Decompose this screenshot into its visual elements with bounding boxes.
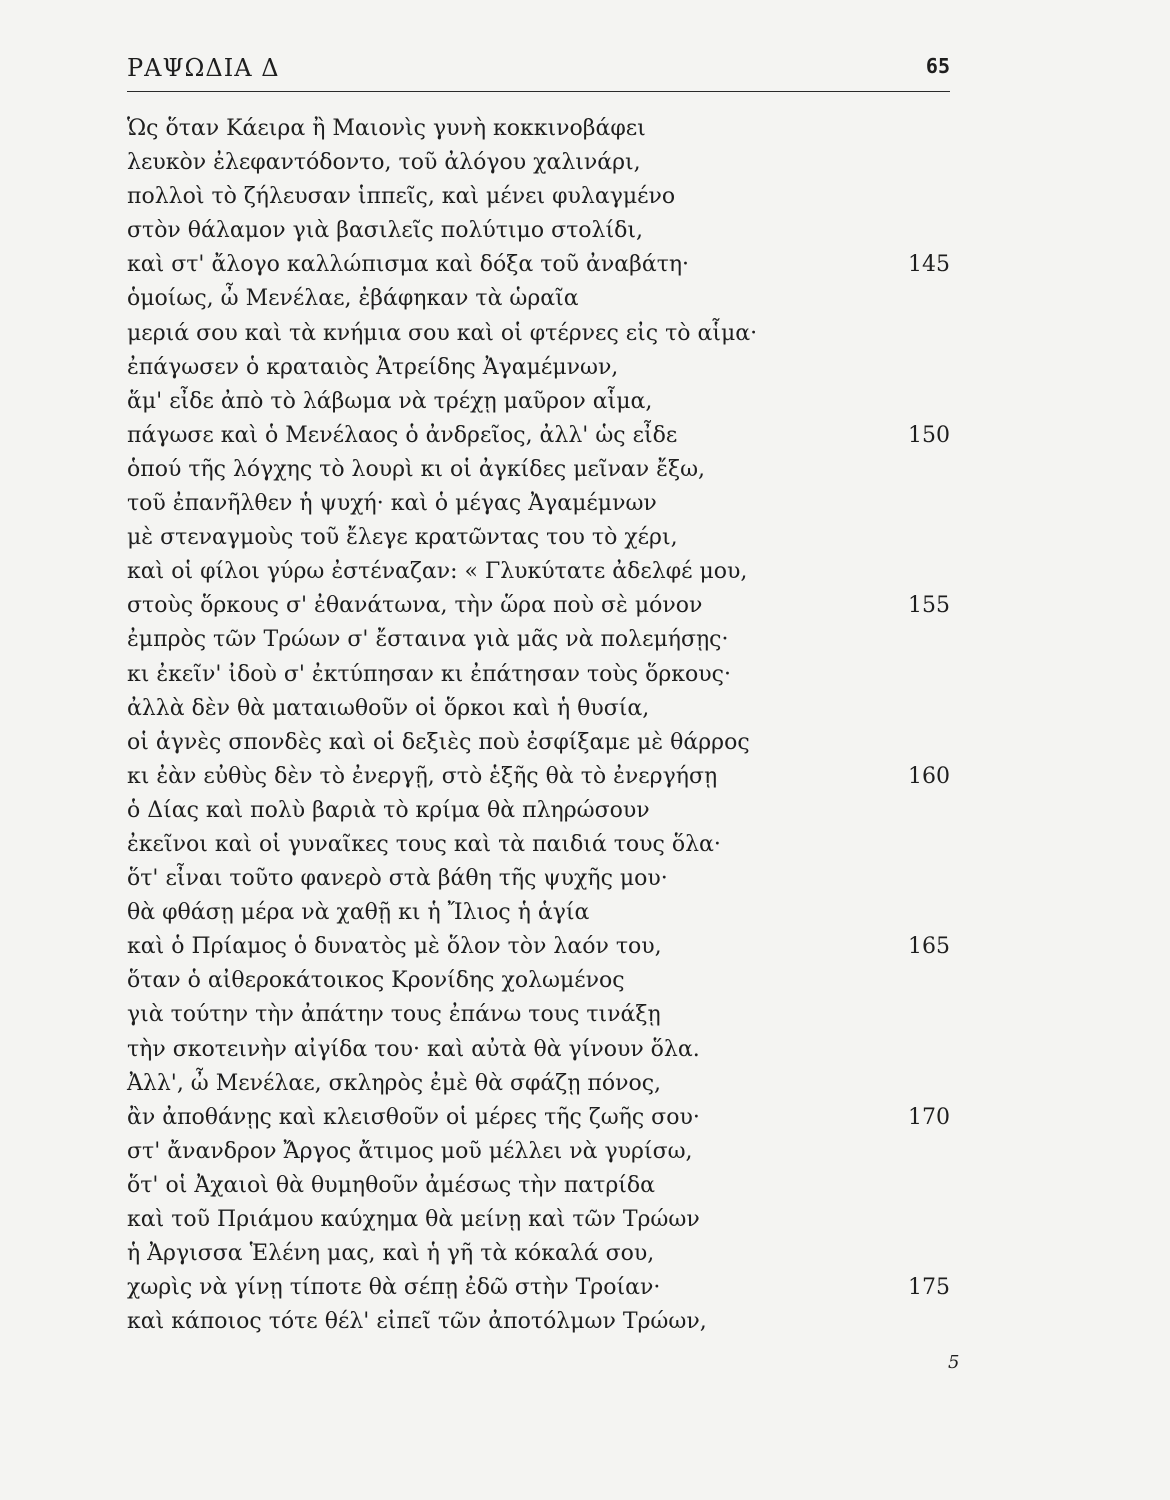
verse-text: καὶ κάποιος τότε θέλ' εἰπεῖ τῶν ἀποτόλμων Τρώων, — [127, 1309, 707, 1335]
verse-text: καὶ ὁ Πρίαμος ὁ δυνατὸς μὲ ὅλον τὸν λαόν του, — [127, 934, 662, 960]
verse-text: λευκὸν ἐλεφαντόδοντο, τοῦ ἀλόγου χαλινάρι, — [127, 150, 641, 176]
verse-text: ὁπού τῆς λόγχης τὸ λουρὶ κι οἱ ἀγκίδες μεῖναν ἔξω, — [127, 456, 706, 482]
verse-line — [127, 692, 950, 726]
verse-line — [127, 214, 950, 248]
line-number: 175 — [908, 1275, 950, 1301]
verse-text: ὅτ' εἶναι τοῦτο φανερὸ στὰ βάθη τῆς ψυχῆς μου· — [127, 866, 668, 892]
verse-line — [127, 282, 950, 316]
verse-text: οἱ ἁγνὲς σπονδὲς καὶ οἱ δεξιὲς ποὺ ἐσφίξαμε μὲ θάρρος — [127, 729, 750, 755]
verse-line — [127, 726, 950, 760]
verse-line — [127, 419, 950, 453]
verse-text: ἐπάγωσεν ὁ κραταιὸς Ἀτρείδης Ἀγαμέμνων, — [127, 354, 619, 380]
verse-text: Ὡς ὅταν Κάειρα ἢ Μαιονὶς γυνὴ κοκκινοβάφει — [127, 116, 646, 141]
verse-text: καὶ οἱ φίλοι γύρω ἐστέναζαν: « Γλυκύτατε ἀδελφέ μου, — [127, 559, 748, 585]
line-number: 150 — [908, 422, 950, 448]
verse-line — [127, 146, 950, 180]
verse-text: πάγωσε καὶ ὁ Μενέλαος ὁ ἀνδρεῖος, ἀλλ' ὡς εἶδε — [127, 422, 678, 448]
verse-text: ὅταν ὁ αἰθεροκάτοικος Κρονίδης χολωμένος — [127, 968, 625, 994]
verse-line — [127, 658, 950, 692]
verse-line — [127, 112, 950, 146]
verse-text: ἐκεῖνοι καὶ οἱ γυναῖκες τους καὶ τὰ παιδιά τους ὅλα· — [127, 831, 721, 857]
verse-text: κι ἐὰν εὐθὺς δὲν τὸ ἐνεργῇ, στὸ ἑξῆς θὰ τὸ ἐνεργήσῃ — [127, 763, 718, 789]
verse-text: χωρὶς νὰ γίνῃ τίποτε θὰ σέπῃ ἐδῶ στὴν Τροίαν· — [127, 1275, 661, 1301]
verse-line — [127, 998, 950, 1032]
verse-text: στ' ἄνανδρον Ἄργος ἄτιμος μοῦ μέλλει νὰ γυρίσω, — [127, 1138, 693, 1164]
verse-line — [127, 555, 950, 589]
verse-line — [127, 180, 950, 214]
verse-line — [127, 521, 950, 555]
verse-text: μὲ στεναγμοὺς τοῦ ἔλεγε κρατῶντας του τὸ χέρι, — [127, 525, 678, 551]
verse-text: τοῦ ἐπανῆλθεν ἡ ψυχή· καὶ ὁ μέγας Ἀγαμέμνων — [127, 491, 657, 517]
verse-text: στοὺς ὅρκους σ' ἐθανάτωνα, τὴν ὥρα ποὺ σὲ μόνον — [127, 593, 703, 619]
verse-text: μεριά σου καὶ τὰ κνήμια σου καὶ οἱ φτέρνες εἰς τὸ αἷμα· — [127, 320, 758, 346]
verse-line — [127, 1067, 950, 1101]
verse-line — [127, 385, 950, 419]
verse-text: ἀλλὰ δὲν θὰ ματαιωθοῦν οἱ ὅρκοι καὶ ἡ θυσία, — [127, 695, 650, 721]
verse-line — [127, 930, 950, 964]
verse-line — [127, 1271, 950, 1305]
verse-text: γιὰ τούτην τὴν ἀπάτην τους ἐπάνω τους τινάξῃ — [127, 1002, 661, 1028]
line-number: 160 — [908, 763, 950, 789]
verse-text: κι ἐκεῖν' ἰδοὺ σ' ἐκτύπησαν κι ἐπάτησαν τοὺς ὅρκους· — [127, 661, 731, 687]
verse-text: ἅμ' εἶδε ἀπὸ τὸ λάβωμα νὰ τρέχῃ μαῦρον αἷμα, — [127, 388, 653, 414]
verse-block — [127, 112, 950, 1339]
verse-line — [127, 623, 950, 657]
verse-text: ἂν ἀποθάνῃς καὶ κλεισθοῦν οἱ μέρες τῆς ζωῆς σου· — [127, 1104, 700, 1130]
verse-line — [127, 1033, 950, 1067]
printer-signature-mark: 5 — [948, 1352, 960, 1373]
verse-line — [127, 964, 950, 998]
verse-text: ὁ Δίας καὶ πολὺ βαριὰ τὸ κρίμα θὰ πληρώσουν — [127, 797, 650, 823]
verse-line — [127, 317, 950, 351]
verse-text: Ἀλλ', ὦ Μενέλαε, σκληρὸς ἐμὲ θὰ σφάζῃ πόνος, — [127, 1070, 662, 1096]
verse-line — [127, 794, 950, 828]
verse-text: θὰ φθάσῃ μέρα νὰ χαθῇ κι ἡ Ἴλιος ἡ ἁγία — [127, 900, 590, 926]
verse-line — [127, 1169, 950, 1203]
verse-line — [127, 760, 950, 794]
line-number: 145 — [908, 252, 950, 278]
verse-line — [127, 1203, 950, 1237]
verse-text: τὴν σκοτεινὴν αἰγίδα του· καὶ αὐτὰ θὰ γίνουν ὅλα. — [127, 1036, 700, 1062]
verse-line — [127, 453, 950, 487]
verse-line — [127, 896, 950, 930]
header-rule — [127, 91, 950, 92]
line-number: 155 — [908, 593, 950, 619]
verse-line — [127, 487, 950, 521]
verse-line — [127, 1305, 950, 1339]
page-number: 65 — [925, 54, 950, 78]
verse-text: στὸν θάλαμον γιὰ βασιλεῖς πολύτιμο στολίδι, — [127, 218, 643, 244]
verse-line — [127, 589, 950, 623]
verse-line — [127, 1237, 950, 1271]
line-number: 170 — [908, 1104, 950, 1130]
verse-line — [127, 1135, 950, 1169]
verse-line — [127, 351, 950, 385]
verse-text: καὶ στ' ἄλογο καλλώπισμα καὶ δόξα τοῦ ἀναβάτη· — [127, 252, 690, 278]
verse-line — [127, 1101, 950, 1135]
verse-line — [127, 248, 950, 282]
verse-text: ὁμοίως, ὦ Μενέλαε, ἐβάφηκαν τὰ ὡραῖα — [127, 286, 579, 312]
line-number: 165 — [908, 934, 950, 960]
verse-text: ὅτ' οἱ Ἀχαιοὶ θὰ θυμηθοῦν ἀμέσως τὴν πατρίδα — [127, 1172, 655, 1198]
chapter-title: ΡΑΨΩΔΙΑ Δ — [127, 54, 280, 82]
verse-text: ἡ Ἀργισσα Ἑλένη μας, καὶ ἡ γῆ τὰ κόκαλά σου, — [127, 1241, 655, 1267]
verse-line — [127, 862, 950, 896]
verse-text: καὶ τοῦ Πριάμου καύχημα θὰ μείνῃ καὶ τῶν Τρώων — [127, 1207, 700, 1232]
verse-text: ἐμπρὸς τῶν Τρώων σ' ἔσταινα γιὰ μᾶς νὰ πολεμήσῃς· — [127, 627, 729, 653]
verse-line — [127, 828, 950, 862]
verse-text: πολλοὶ τὸ ζήλευσαν ἱππεῖς, καὶ μένει φυλαγμένο — [127, 184, 676, 210]
